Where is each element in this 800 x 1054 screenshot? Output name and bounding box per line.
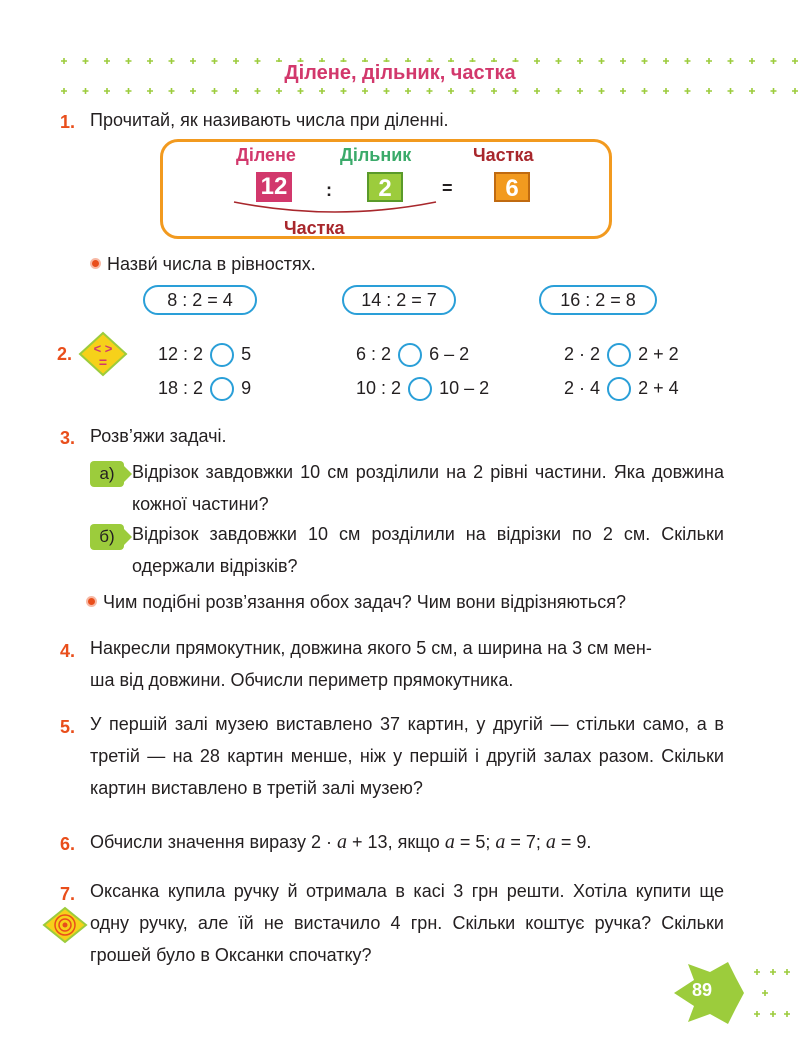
- decor-plus: [685, 88, 691, 94]
- comparison-1: 12 : 2 5: [158, 339, 251, 369]
- decor-plus: [126, 88, 132, 94]
- svg-text:=: =: [98, 354, 108, 370]
- task-7-number: 7.: [60, 884, 76, 904]
- task-4-number: 4.: [60, 641, 76, 661]
- decor-plus: [83, 88, 89, 94]
- decor-plus: [728, 88, 734, 94]
- decor-plus: [169, 88, 175, 94]
- compare-circle[interactable]: [607, 343, 631, 367]
- compare-circle[interactable]: [210, 343, 234, 367]
- dividend-square: 12: [256, 172, 292, 202]
- task-3b-text: Відрізок завдовжки 10 см розділили на відрізки по 2 см. Скільки одержали відрізків?: [132, 524, 724, 576]
- compare-sign-icon: [78, 331, 128, 377]
- decor-plus: [190, 88, 196, 94]
- compare-circle[interactable]: [408, 377, 432, 401]
- task-5-text: У першій залі музею виставлено 37 картин, у другій — стільки само, а в третій — на 28 картин менше, ніж у першій і другій залах разом. Скільки картин виставлено в третій залі музею?: [90, 714, 724, 798]
- task-3-text: Розв’яжи задачі.: [90, 426, 227, 446]
- equals-sign: =: [442, 178, 453, 198]
- bullet-icon: [86, 596, 97, 607]
- bullet-icon: [90, 258, 101, 269]
- decor-plus: [298, 88, 304, 94]
- task-3-bullet: [86, 586, 626, 618]
- decor-plus-row-bottom: [0, 86, 800, 96]
- comparison-2: 6 : 2 6 – 2: [356, 339, 469, 369]
- task-2-number: 2.: [57, 344, 73, 364]
- task-3-number: 3.: [60, 428, 76, 448]
- comparison-4: 18 : 2 9: [158, 373, 251, 403]
- division-sign: :: [326, 180, 332, 200]
- task-1-number: 1.: [60, 112, 76, 132]
- spiral-target-icon: [42, 906, 88, 944]
- decor-plus: [212, 88, 218, 94]
- decor-plus: [513, 88, 519, 94]
- task-6-text: Обчисли значення виразу 2 · a + 13, якщо a = 5; a = 7; a = 9.: [90, 831, 592, 853]
- decor-plus: [448, 88, 454, 94]
- decor-plus: [61, 88, 67, 94]
- task-4-line-1: Накресли прямокутник, довжина якого 5 см, а ширина на 3 см мен-: [90, 638, 652, 658]
- decor-plus: [405, 88, 411, 94]
- decor-plus: [577, 88, 583, 94]
- decor-plus: [276, 88, 282, 94]
- task-7-text: Оксанка купила ручку й отримала в касі 3 грн решти. Хотіла купити ще одну ручку, але їй не вистачило 4 грн. Скільки коштує ручка? Скільки грошей було в Оксанки спочатку?: [90, 881, 724, 965]
- equality-1: 8 : 2 = 4: [143, 285, 257, 315]
- decor-plus: [749, 88, 755, 94]
- decor-plus: [255, 88, 261, 94]
- decor-plus: [147, 88, 153, 94]
- task-6-number: 6.: [60, 834, 76, 854]
- task-1-bullet: [90, 248, 316, 280]
- label-dividend: Ділене: [236, 145, 296, 165]
- decor-plus: [362, 88, 368, 94]
- task-1-text: Прочитай, як називають числа при діленні.: [90, 110, 449, 130]
- comparison-6: 2 · 4 2 + 4: [564, 373, 679, 403]
- decor-plus: [491, 88, 497, 94]
- label-divisor: Дільник: [340, 145, 412, 165]
- brace-label-quotient: Частка: [284, 218, 345, 238]
- decor-plus: [384, 88, 390, 94]
- decor-plus: [341, 88, 347, 94]
- compare-circle[interactable]: [398, 343, 422, 367]
- page-number: 89: [691, 980, 713, 1000]
- decor-plus: [470, 88, 476, 94]
- task-3a-text: Відрізок завдовжки 10 см розділили на 2 рівні частини. Яка довжина кожної частини?: [132, 462, 724, 514]
- task-3-bullet-text: Чим подібні розв’язання обох задач? Чим вони відрізняються?: [103, 592, 627, 612]
- equality-3: 16 : 2 = 8: [539, 285, 657, 315]
- decor-plus: [706, 88, 712, 94]
- decor-plus: [104, 88, 110, 94]
- decor-plus: [319, 88, 325, 94]
- decor-plus: [233, 88, 239, 94]
- decor-plus: [556, 88, 562, 94]
- decor-plus: [663, 88, 669, 94]
- task-4-line-2: ша від довжини. Обчисли периметр прямокутника.: [90, 670, 514, 690]
- page-title: Ділене, дільник, частка: [0, 62, 800, 85]
- decor-plus: [599, 88, 605, 94]
- task-3b-label: б): [90, 524, 124, 550]
- label-quotient: Частка: [473, 145, 534, 165]
- task-5-number: 5.: [60, 717, 76, 737]
- quotient-brace: [232, 198, 438, 220]
- compare-circle[interactable]: [607, 377, 631, 401]
- comparison-5: 10 : 2 10 – 2: [356, 373, 489, 403]
- decor-plus: [792, 88, 798, 94]
- task-1-bullet-text: Назви́ числа в рівностях.: [107, 254, 316, 274]
- decor-plus: [771, 88, 777, 94]
- compare-circle[interactable]: [210, 377, 234, 401]
- quotient-square: 6: [494, 172, 530, 202]
- equality-2: 14 : 2 = 7: [342, 285, 456, 315]
- task-3a-label: а): [90, 461, 124, 487]
- svg-text:< >: < >: [93, 341, 113, 356]
- decor-plus: [427, 88, 433, 94]
- divisor-square: 2: [367, 172, 403, 202]
- decor-plus: [620, 88, 626, 94]
- decor-plus: [534, 88, 540, 94]
- decor-plus: [642, 88, 648, 94]
- comparison-3: 2 · 2 2 + 2: [564, 339, 679, 369]
